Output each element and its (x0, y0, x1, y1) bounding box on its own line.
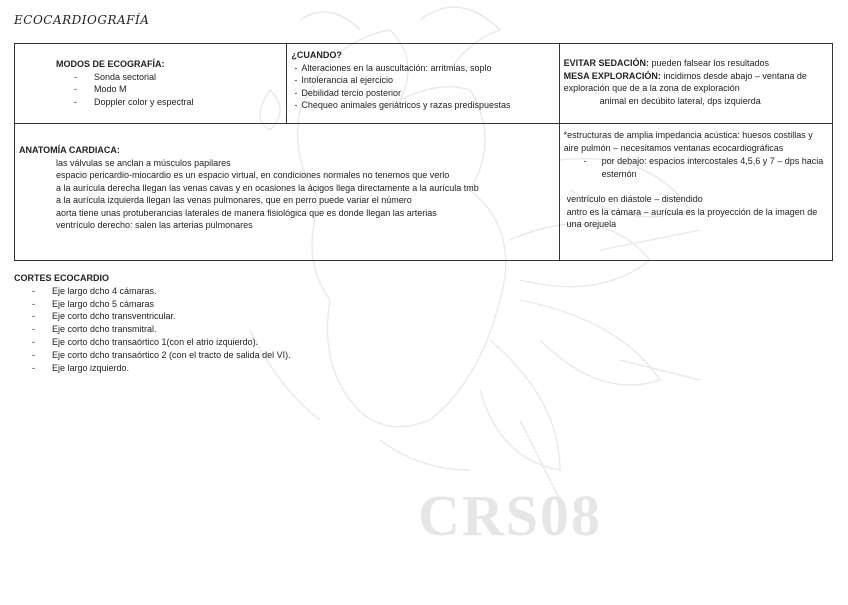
evitar-cell (559, 44, 832, 124)
cortes-section (14, 272, 291, 374)
list-item: - Eje largo izquierdo. (14, 362, 291, 375)
list-item: - Intolerancia al ejercicio (294, 75, 393, 85)
page-title: ECOCARDIOGRAFÍA (14, 13, 150, 27)
ventriculo-line: ventrículo en diástole – distendido (566, 194, 703, 204)
cuando-cell (287, 44, 559, 124)
cortes-title: CORTES ECOCARDIO (14, 273, 110, 283)
anatomia-line: a la aurícula izquierda llegan las venas pulmonares, que en perro puede variar el número (56, 195, 412, 205)
decubito-line: animal en decúbito lateral, dps izquierda (599, 95, 761, 106)
estructuras-cell (559, 124, 832, 261)
anatomia-line: ventrículo derecho: salen las arterias pulmonares (56, 220, 253, 230)
anatomia-line: las válvulas se anclan a músculos papilares (56, 157, 231, 168)
list-item: - Eje largo dcho 5 cámaras (14, 298, 291, 311)
cuando-list (291, 62, 558, 112)
anatomia-title: ANATOMÍA CARDIACA: (19, 145, 120, 155)
list-item: - Debilidad tercio posterior (294, 87, 401, 98)
modos-cell (15, 44, 287, 124)
estructuras-bullet: - por debajo: espacios intercostales 4,5,6 y 7 – dps hacia esternón (583, 156, 824, 179)
list-item: - Alteraciones en la auscultación: arritmias, soplo (294, 62, 492, 73)
list-item: - Eje largo dcho 4 cámaras. (14, 285, 291, 298)
estructuras-intro: *estructuras de amplia impedancia acústica: huesos costillas y aire pulmón – necesitamos ventanas ecocardiográficas (563, 130, 813, 153)
antro-line: antro es la cámara – aurícula es la proyección de la imagen de una orejuela (566, 206, 818, 229)
watermark-text: CRS08 (418, 483, 603, 548)
cortes-list (14, 285, 291, 375)
list-item: - Sonda sectorial (74, 71, 157, 82)
list-item: - Eje corto dcho transaórtico 2 (con el tracto de salida del VI). (14, 349, 291, 362)
modos-title: MODOS DE ECOGRAFÍA: (56, 59, 165, 69)
mesa-line: MESA EXPLORACIÓN: incidimos desde abajo – ventana de exploración que de a la zona de exploración (563, 70, 807, 93)
list-item: - Eje corto dcho transaórtico 1(con el atrio izquierdo). (14, 336, 291, 349)
list-item: - Eje corto dcho transventricular. (14, 310, 291, 323)
list-item: - Eje corto dcho transmitral. (14, 323, 291, 336)
anatomia-cell (15, 124, 560, 261)
evitar-line: EVITAR SEDACIÓN: pueden falsear los resultados (563, 58, 770, 68)
anatomia-line: espacio pericardio-miocardio es un espacio virtual, en condiciones normales no tenemos que verlo (56, 170, 450, 180)
notes-table (14, 43, 833, 261)
anatomia-line: a la aurícula derecha llegan las venas cavas y en ocasiones la ácigos llega directamente a la aurícula tmb (56, 182, 479, 193)
modos-list (74, 71, 286, 109)
list-item: - Chequeo animales geriátricos y razas predispuestas (294, 100, 511, 110)
anatomia-line: aorta tiene unas protuberancias laterales de manera fisiológica que es donde llegan las arterias (56, 207, 437, 218)
cuando-title: ¿CUANDO? (291, 50, 342, 60)
list-item: - Doppler color y espectral (74, 96, 194, 107)
list-item: - Modo M (74, 84, 127, 94)
